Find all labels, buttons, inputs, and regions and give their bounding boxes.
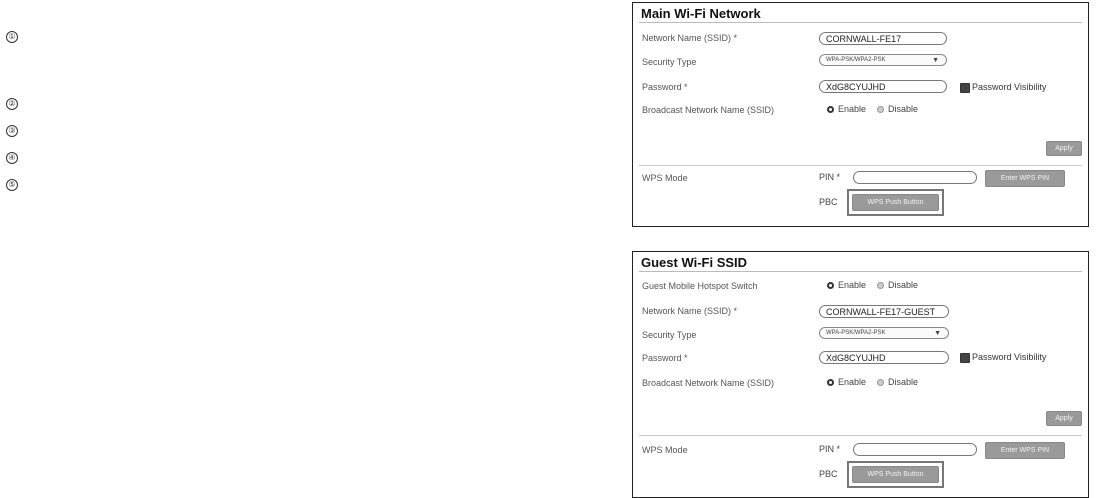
step-marker-1: ① — [6, 31, 18, 43]
wps-push-button[interactable]: WPS Push Button — [852, 466, 939, 483]
step-marker-2: ② — [6, 98, 18, 110]
panel-title: Main Wi-Fi Network — [641, 6, 761, 21]
apply-button[interactable]: Apply — [1046, 141, 1082, 156]
main-wifi-panel — [632, 2, 1089, 227]
security-type-value: WPA-PSK/WPA2-PSK — [826, 57, 886, 63]
step-marker-3: ③ — [6, 125, 18, 137]
wps-mode-label: WPS Mode — [642, 173, 688, 183]
broadcast-enable-radio[interactable] — [827, 379, 834, 386]
password-visibility-label: Password Visibility — [972, 82, 1047, 92]
chevron-down-icon: ▼ — [934, 330, 941, 337]
guest-password-input[interactable]: XdG8CYUJHD — [819, 351, 949, 364]
broadcast-disable-radio[interactable] — [877, 106, 884, 113]
security-type-value: WPA-PSK/WPA2-PSK — [826, 330, 886, 336]
title-divider — [639, 271, 1082, 272]
security-type-select[interactable] — [819, 327, 949, 339]
row-divider — [639, 435, 1082, 436]
broadcast-ssid-label: Broadcast Network Name (SSID) — [642, 378, 775, 388]
broadcast-ssid-label: Broadcast Network Name (SSID) — [642, 105, 775, 115]
broadcast-disable-radio[interactable] — [877, 379, 884, 386]
ssid-input[interactable]: CORNWALL-FE17 — [819, 32, 947, 45]
password-input[interactable]: XdG8CYUJHD — [819, 80, 947, 93]
wps-push-button[interactable]: WPS Push Button — [852, 194, 939, 211]
hotspot-enable-radio[interactable] — [827, 282, 834, 289]
password-visibility-checkbox[interactable] — [960, 83, 970, 93]
broadcast-enable-label: Enable — [838, 104, 867, 114]
step-marker-4: ④ — [6, 152, 18, 164]
step-marker-5: ⑤ — [6, 179, 18, 191]
guest-hotspot-switch-label: Guest Mobile Hotspot Switch — [642, 281, 758, 291]
wps-pin-input[interactable] — [853, 171, 977, 184]
security-type-label: Security Type — [642, 330, 697, 340]
row-divider — [639, 165, 1082, 166]
broadcast-enable-label: Enable — [838, 377, 867, 387]
enter-wps-pin-button[interactable]: Enter WPS PIN — [985, 442, 1065, 459]
wps-mode-label: WPS Mode — [642, 445, 688, 455]
pbc-label: PBC — [819, 469, 838, 479]
password-visibility-label: Password Visibility — [972, 352, 1047, 362]
ssid-label: Network Name (SSID) * — [642, 306, 738, 316]
apply-button[interactable]: Apply — [1046, 411, 1082, 426]
panel-title: Guest Wi-Fi SSID — [641, 255, 748, 270]
pin-label: PIN * — [819, 444, 841, 454]
password-label: Password * — [642, 353, 688, 363]
chevron-down-icon: ▼ — [932, 57, 939, 64]
security-type-select[interactable] — [819, 54, 947, 66]
wps-pin-input[interactable] — [853, 443, 977, 456]
broadcast-disable-label: Disable — [888, 104, 919, 114]
broadcast-disable-label: Disable — [888, 377, 919, 387]
hotspot-disable-label: Disable — [888, 280, 919, 290]
pin-label: PIN * — [819, 172, 841, 182]
guest-ssid-input[interactable]: CORNWALL-FE17-GUEST — [819, 305, 949, 318]
title-divider — [639, 22, 1082, 23]
security-type-label: Security Type — [642, 57, 697, 67]
password-label: Password * — [642, 82, 688, 92]
pbc-label: PBC — [819, 197, 838, 207]
enter-wps-pin-button[interactable]: Enter WPS PIN — [985, 170, 1065, 187]
password-visibility-checkbox[interactable] — [960, 353, 970, 363]
hotspot-disable-radio[interactable] — [877, 282, 884, 289]
hotspot-enable-label: Enable — [838, 280, 867, 290]
ssid-label: Network Name (SSID) * — [642, 33, 738, 43]
broadcast-enable-radio[interactable] — [827, 106, 834, 113]
guest-wifi-panel — [632, 251, 1089, 498]
